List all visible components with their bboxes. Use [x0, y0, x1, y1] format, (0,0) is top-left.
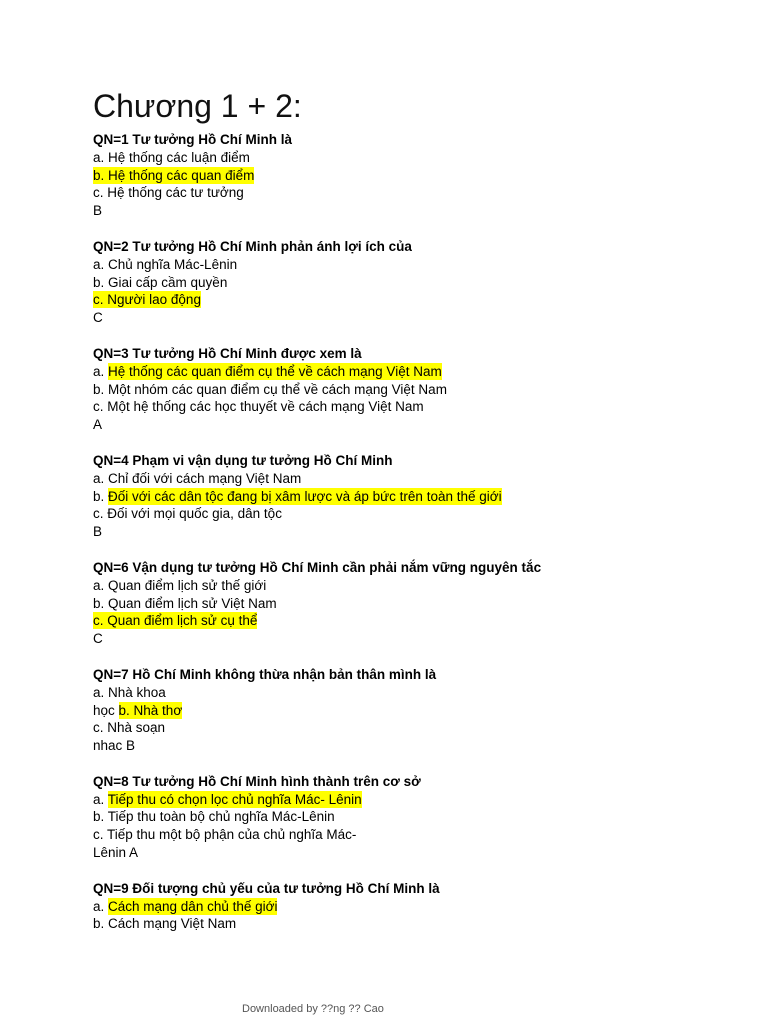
- question-heading: QN=9 Đối tượng chủ yếu của tư tưởng Hồ Chí Minh là: [93, 880, 440, 896]
- question-heading: QN=3 Tư tưởng Hồ Chí Minh được xem là: [93, 345, 362, 361]
- line-text: B: [93, 203, 103, 219]
- highlighted-answer: c. Quan điểm lịch sử cụ thể: [93, 613, 258, 629]
- line-text: học: [93, 702, 119, 718]
- line-text: c. Đối với mọi quốc gia, dân tộc: [93, 506, 282, 522]
- answer-line: [93, 381, 753, 399]
- answer-line: [93, 523, 753, 541]
- answer-line: [93, 915, 753, 933]
- question-heading: QN=2 Tư tưởng Hồ Chí Minh phản ánh lợi ích của: [93, 238, 412, 254]
- line-text: Lênin A: [93, 845, 139, 861]
- line-text: nhac B: [93, 738, 136, 754]
- question-heading: QN=1 Tư tưởng Hồ Chí Minh là: [93, 132, 293, 147]
- line-text: a. Nhà khoa: [93, 684, 166, 700]
- answer-line: [93, 202, 753, 220]
- answer-line: [93, 398, 753, 416]
- highlighted-answer: Đối với các dân tộc đang bị xâm lược và áp bức trên toàn thế giới: [108, 488, 502, 504]
- highlighted-answer: b. Nhà thơ: [118, 702, 183, 718]
- answer-line: [93, 149, 753, 167]
- answer-line: [93, 737, 753, 755]
- answer-line: [93, 826, 753, 844]
- line-text: c. Hệ thống các tư tưởng: [93, 185, 244, 201]
- answer-line: [93, 808, 753, 826]
- line-text: b. Một nhóm các quan điểm cụ thể về cách mạng Việt Nam: [93, 381, 447, 397]
- highlighted-answer: c. Người lao động: [93, 292, 201, 308]
- answer-line: [93, 612, 753, 630]
- line-text: b.: [93, 488, 109, 504]
- question-block: [93, 452, 753, 541]
- question-list: [93, 131, 753, 951]
- answer-line: [93, 898, 753, 916]
- answer-line: [93, 719, 753, 737]
- question-heading: QN=4 Phạm vi vận dụng tư tưởng Hồ Chí Minh: [93, 452, 393, 468]
- line-text: B: [93, 524, 103, 540]
- answer-line: [93, 702, 753, 720]
- answer-line: [93, 184, 753, 202]
- line-text: a. Chủ nghĩa Mác-Lênin: [93, 256, 238, 272]
- line-text: c. Nhà soạn: [93, 720, 166, 736]
- line-text: a.: [93, 791, 108, 807]
- line-text: a.: [93, 898, 109, 914]
- line-text: a. Hệ thống các luận điểm: [93, 149, 250, 165]
- answer-line: [93, 309, 753, 327]
- highlighted-answer: Hệ thống các quan điểm cụ thể về cách mạng Việt Nam: [108, 363, 442, 379]
- download-footer: Downloaded by ??ng ?? Cao: [242, 1003, 384, 1015]
- answer-line: [93, 167, 753, 185]
- question-block: [93, 559, 753, 648]
- line-text: b. Tiếp thu toàn bộ chủ nghĩa Mác-Lênin: [93, 809, 335, 825]
- line-text: C: [93, 310, 103, 326]
- question-block: [93, 131, 753, 220]
- line-text: a. Quan điểm lịch sử thế giới: [93, 577, 267, 593]
- answer-line: [93, 488, 753, 506]
- answer-line: [93, 505, 753, 523]
- question-heading: QN=8 Tư tưởng Hồ Chí Minh hình thành trên cơ sở: [93, 773, 421, 789]
- answer-line: [93, 470, 753, 488]
- line-text: c. Tiếp thu một bộ phận của chủ nghĩa Mác-: [93, 827, 357, 843]
- question-heading: QN=7 Hồ Chí Minh không thừa nhận bản thân mình là: [93, 666, 437, 682]
- line-text: a.: [93, 363, 109, 379]
- answer-line: [93, 630, 753, 648]
- answer-line: [93, 844, 753, 862]
- highlighted-answer: b. Hệ thống các quan điểm: [93, 167, 255, 183]
- page-title: Chương 1 + 2:: [93, 88, 302, 124]
- question-block: [93, 345, 753, 434]
- answer-line: [93, 274, 753, 292]
- question-block: [93, 238, 753, 327]
- question-block: [93, 666, 753, 755]
- line-text: c. Một hệ thống các học thuyết về cách mạng Việt Nam: [93, 399, 424, 415]
- answer-line: [93, 363, 753, 381]
- answer-line: [93, 684, 753, 702]
- answer-line: [93, 791, 753, 809]
- answer-line: [93, 595, 753, 613]
- highlighted-answer: Cách mạng dân chủ thế giới: [108, 898, 278, 914]
- question-heading: QN=6 Vận dụng tư tưởng Hồ Chí Minh cần phải nắm vững nguyên tắc: [93, 559, 542, 575]
- line-text: A: [93, 417, 103, 433]
- line-text: b. Quan điểm lịch sử Việt Nam: [93, 595, 277, 611]
- line-text: b. Giai cấp cầm quyền: [93, 274, 228, 290]
- line-text: a. Chỉ đối với cách mạng Việt Nam: [93, 470, 302, 486]
- question-block: [93, 773, 753, 862]
- answer-line: [93, 577, 753, 595]
- answer-line: [93, 256, 753, 274]
- question-block: [93, 880, 753, 933]
- answer-line: [93, 416, 753, 434]
- answer-line: [93, 291, 753, 309]
- highlighted-answer: Tiếp thu có chọn lọc chủ nghĩa Mác- Lênin: [107, 791, 362, 807]
- line-text: b. Cách mạng Việt Nam: [93, 916, 237, 932]
- line-text: C: [93, 631, 103, 647]
